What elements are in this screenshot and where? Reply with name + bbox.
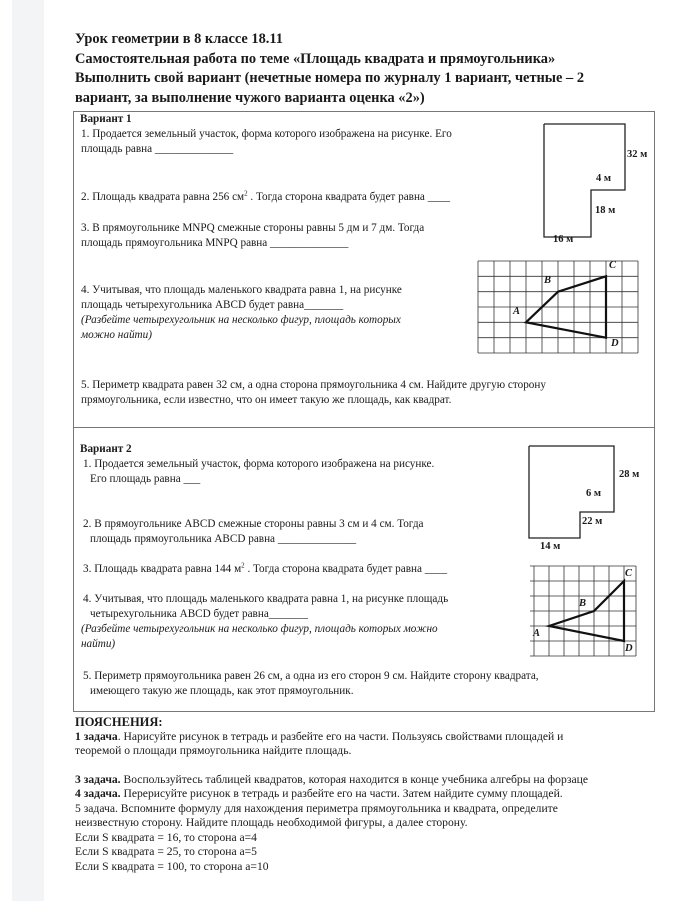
v2-q4-line2: четырехугольника ABCD будет равна_______ bbox=[90, 608, 308, 620]
v2-grid-label-a: A bbox=[533, 628, 541, 639]
v1-grid-label-b: B bbox=[544, 275, 552, 286]
v1-q2: 2. Площадь квадрата равна 256 $см^2$ . Тогда сторона квадрата будет равна ____ bbox=[81, 189, 451, 203]
v2-q1-line2: Его площадь равна ___ bbox=[90, 473, 201, 485]
variant-1-title: Вариант 1 bbox=[80, 113, 132, 125]
v1-q3-line2: площадь прямоугольника MNPQ равна ______________ bbox=[81, 237, 349, 249]
v1-grid-label-d: D bbox=[611, 338, 619, 349]
page-margin-shadow bbox=[12, 0, 44, 901]
lesson-title: Урок геометрии в 8 классе 18.11 bbox=[75, 31, 283, 47]
v2-q4-hint1: (Разбейте четырехугольник на несколько фигур, площадь которых можно bbox=[81, 623, 438, 635]
v2-plot-label-28: 28 м bbox=[619, 469, 640, 480]
v2-q5-line2: имеющего такую же площадь, как этот прямоугольник. bbox=[90, 685, 354, 697]
variants-box bbox=[73, 111, 655, 712]
note-task-1-cont: теоремой о площади прямоугольника найдите площадь. bbox=[75, 744, 352, 757]
v1-q3-line1: 3. В прямоугольнике MNPQ смежные стороны равны 5 дм и 7 дм. Тогда bbox=[81, 222, 425, 234]
v1-plot-label-4: 4 м bbox=[596, 173, 612, 184]
v2-grid-label-c: C bbox=[625, 568, 633, 579]
v1-q1-line2: площадь равна ______________ bbox=[81, 143, 234, 155]
variant-divider bbox=[74, 427, 654, 428]
instructions-line-1: Выполнить свой вариант (нечетные номера по журналу 1 вариант, четные – 2 bbox=[75, 70, 585, 86]
worksheet-header bbox=[75, 30, 665, 108]
v1-q4-hint2: можно найти) bbox=[81, 329, 152, 341]
v1-grid-label-a: A bbox=[513, 306, 521, 317]
v2-q4-line1: 4. Учитывая, что площадь маленького квадрата равна 1, на рисунке площадь bbox=[83, 593, 449, 605]
note-task-5-cont: неизвестную сторону. Найдите площадь необходимой фигуры, а далее сторону. bbox=[75, 816, 468, 829]
v1-q5-line1: 5. Периметр квадрата равен 32 см, а одна сторона прямоугольника 4 см. Найдите другую сторону bbox=[81, 379, 546, 391]
explanations-section bbox=[75, 715, 675, 874]
v2-grid-label-d: D bbox=[625, 643, 633, 654]
v2-plot-label-14: 14 м bbox=[540, 541, 561, 552]
v2-q5-line1: 5. Периметр прямоугольника равен 26 см, а одна из его сторон 9 см. Найдите сторону квадрата, bbox=[83, 670, 539, 682]
v2-land-plot-figure bbox=[514, 434, 634, 546]
v2-q3: 3. Площадь квадрата равна 144 $м^2$ . Тогда сторона квадрата будет равна ____ bbox=[83, 561, 448, 575]
example-1: Если S квадрата = 16, то сторона а=4 bbox=[75, 830, 257, 844]
example-2: Если S квадрата = 25, то сторона а=5 bbox=[75, 845, 257, 858]
v2-q2-line2: площадь прямоугольника ABCD равна ______________ bbox=[90, 533, 357, 545]
v2-q4-hint2: найти) bbox=[81, 638, 116, 650]
work-topic: Самостоятельная работа по теме «Площадь квадрата и прямоугольника» bbox=[75, 50, 556, 67]
v2-grid-label-b: B bbox=[579, 598, 587, 609]
variant-2-title: Вариант 2 bbox=[80, 443, 132, 455]
v1-q4-line2: площадь четырехугольника ABCD будет равна_______ bbox=[81, 299, 344, 311]
v1-plot-label-18: 18 м bbox=[595, 205, 616, 216]
v1-q5-line2: прямоугольника, если известно, что он имеет такую же площадь, как квадрат. bbox=[81, 394, 452, 406]
v2-plot-label-22: 22 м bbox=[582, 516, 603, 527]
v2-q1-line1: 1. Продается земельный участок, форма которого изображена на рисунке. bbox=[83, 458, 435, 470]
explanations-title: ПОЯСНЕНИЯ: bbox=[75, 715, 163, 729]
v1-q1-line1: 1. Продается земельный участок, форма которого изображена на рисунке. Его bbox=[81, 128, 452, 140]
note-task-1: 1 задача. Нарисуйте рисунок в тетрадь и разбейте его на части. Пользуясь свойствами площадей и bbox=[75, 729, 564, 743]
v1-q4-line1: 4. Учитывая, что площадь маленького квадрата равна 1, на рисунке bbox=[81, 284, 402, 296]
example-3: Если S квадрата = 100, то сторона а=10 bbox=[75, 859, 269, 873]
blank-line bbox=[75, 759, 675, 773]
v1-plot-label-16: 16 м bbox=[553, 234, 574, 245]
note-task-5: 5 задача. Вспомните формулу для нахождения периметра прямоугольника и квадрата, определите bbox=[75, 801, 558, 815]
note-task-3: 3 задача. Воспользуйтесь таблицей квадратов, которая находится в конце учебника алгебры на форзаце bbox=[75, 772, 588, 786]
v2-plot-label-6: 6 м bbox=[586, 488, 602, 499]
v1-grid-label-c: C bbox=[609, 260, 617, 271]
instructions-line-2: вариант, за выполнение чужого варианта оценка «2») bbox=[75, 89, 425, 106]
note-task-4: 4 задача. Перерисуйте рисунок в тетрадь и разбейте его на части. Затем найдите сумму площадей. bbox=[75, 787, 563, 800]
v1-land-plot-figure bbox=[522, 115, 657, 247]
v2-q2-line1: 2. В прямоугольнике ABCD смежные стороны равны 3 см и 4 см. Тогда bbox=[83, 518, 424, 530]
v1-plot-label-32: 32 м bbox=[627, 149, 648, 160]
v1-q4-hint1: (Разбейте четырехугольник на несколько фигур, площадь которых bbox=[81, 314, 401, 326]
v2-grid-figure bbox=[530, 565, 638, 659]
